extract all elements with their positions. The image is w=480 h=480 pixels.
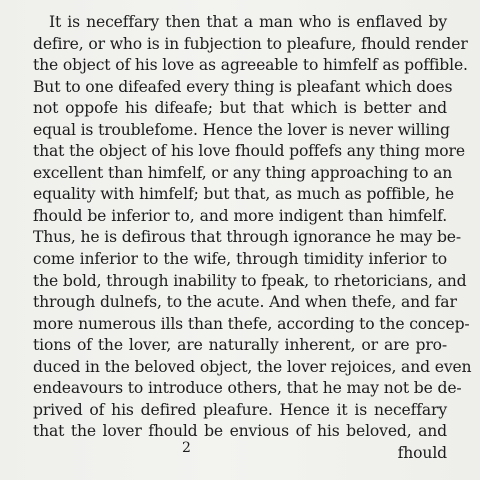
text-line: more numerous ills than thefe, according to the concep- — [33, 314, 470, 333]
page-number: 2 — [182, 440, 191, 456]
catchword: fhould — [397, 443, 447, 462]
text-line: come inferior to the wife, through timidity inferior to — [33, 250, 447, 269]
text-line: that the object of his love fhould poffefs any thing more — [33, 142, 465, 161]
text-line: defire, or who is in fubjection to pleafure, fhould render — [33, 34, 468, 53]
text-line: duced in the beloved object, the lover rejoices, and even — [33, 357, 472, 376]
text-line: the object of his love as agreeable to himfelf as poffible. — [33, 56, 468, 75]
text-line: It is neceffary then that a man who is enflaved by — [49, 13, 447, 31]
text-line: Thus, he is defirous that through ignorance he may be- — [33, 228, 461, 247]
text-line: tions of the lover, are naturally inherent, or are pro- — [33, 336, 447, 355]
text-line: But to one difeafed every thing is pleafant which does — [33, 77, 453, 96]
text-line: not oppofe his difeafe; but that which is better and — [33, 99, 447, 118]
text-line: fhould be inferior to, and more indigent than himfelf. — [33, 206, 447, 225]
text-line: prived of his defired pleafure. Hence it is neceffary — [33, 400, 447, 419]
body-text — [33, 12, 472, 464]
text-line: through dulnefs, to the acute. And when thefe, and far — [33, 293, 457, 312]
text-line: equality with himfelf; but that, as much as poffible, he — [33, 185, 454, 204]
text-line: excellent than himfelf, or any thing approaching to an — [33, 163, 453, 182]
text-line: equal is troublefome. Hence the lover is never willing — [33, 120, 450, 139]
text-line: endeavours to introduce others, that he may not be de- — [33, 379, 462, 398]
text-line: the bold, through inability to fpeak, to rhetoricians, and — [33, 271, 467, 290]
text-line: that the lover fhould be envious of his beloved, and — [33, 422, 447, 441]
